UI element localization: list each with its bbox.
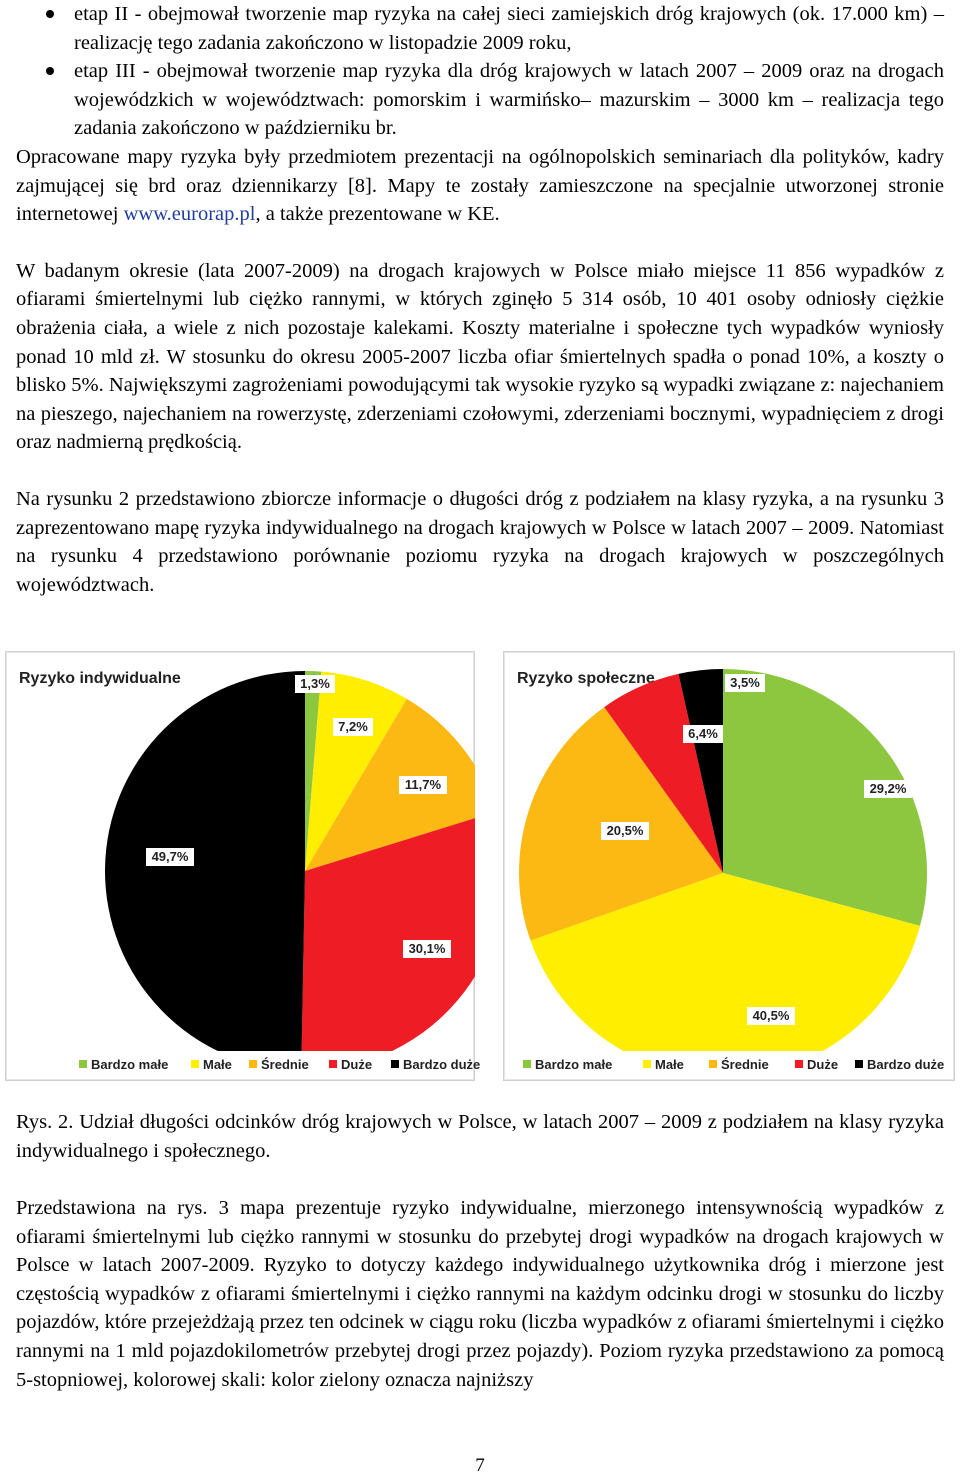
figure-caption: Rys. 2. Udział długości odcinków dróg krajowych w Polsce, w latach 2007 – 2009 z podziałem na klasy ryzyka indywidualnego i społecznego. [16,1111,944,1162]
data-label: 49,7% [151,849,189,864]
legend-item-srednie: Średnie [249,1051,309,1080]
legend-item-bardzo-male: Bardzo małe [523,1051,612,1080]
legend-item-duze: Duże [795,1051,838,1080]
data-label: 6,4% [688,726,718,741]
figure-2 [5,651,955,1081]
data-label: 40,5% [752,1008,790,1023]
paragraph-figures-intro: Na rysunku 2 przedstawiono zbiorcze informacje o długości dróg z podziałem na klasy ryzyka, a na rysunku 3 zaprezentowano mapę ryzyka indywidualnego na drogach krajowych w Polsce w latach 2007 – 2009. Natomiast na rysunku 4 przedstawiono porównanie poziomu ryzyka na drogach krajowych w poszczególnych województwach. [16,487,944,596]
page-body [16,0,944,599]
data-label: 29,2% [869,781,907,796]
legend-swatch-icon [709,1060,717,1068]
legend-swatch-icon [643,1060,651,1068]
bullet-list [16,0,944,143]
legend-swatch-icon [523,1060,531,1068]
legend-swatch-icon [79,1060,87,1068]
list-item-text: etap II - obejmował tworzenie map ryzyka na całej sieci zamiejskich dróg krajowych (ok. 17.000 km) – realizację tego zadania zakończono w listopadzie 2009 roku, [74,3,944,54]
data-label: 1,3% [300,676,330,691]
legend-swatch-icon [249,1060,257,1068]
pie-chart-individual [5,651,475,1051]
list-item-text: etap III - obejmował tworzenie map ryzyka dla dróg krajowych w latach 2007 – 2009 oraz na drogach wojewódzkich w województwach: pomorskim i warmińsko– mazurskim – 3000 km – realizacja tego zadania zakończono w październiku br. [74,60,944,140]
legend-swatch-icon [191,1060,199,1068]
legend-item-male: Małe [643,1051,684,1080]
legend-item-srednie: Średnie [709,1051,769,1080]
chart-title: Ryzyko indywidualne [19,670,181,687]
list-item [16,57,944,143]
chart-title: Ryzyko społeczne [517,670,655,687]
legend-swatch-icon [329,1060,337,1068]
legend-item-bardzo-duze: Bardzo duże [391,1051,480,1080]
data-label: 3,5% [730,675,760,690]
page-number: 7 [475,1455,485,1476]
legend-swatch-icon [855,1060,863,1068]
pie-chart-social [503,651,955,1051]
paragraph-seminars [16,143,944,229]
legend-item-male: Małe [191,1051,232,1080]
chart-legend [5,1051,481,1072]
legend-swatch-icon [391,1060,399,1068]
data-label: 30,1% [408,941,446,956]
chart-legend [503,1051,955,1072]
list-item [16,0,944,57]
data-label: 20,5% [606,823,644,838]
legend-item-bardzo-duze: Bardzo duże [855,1051,944,1080]
legend-item-duze: Duże [329,1051,372,1080]
pie-slice-bardzo-duze [105,671,305,1051]
paragraph-accidents: W badanym okresie (lata 2007-2009) na drogach krajowych w Polsce miało miejsce 11 856 wypadków z ofiarami śmiertelnymi lub ciężko rannymi, w których zginęło 5 314 osób, 10 401 osoby odniosły ciężkie obrażenia ciała, a wiele z nich pozostaje kalekami. Koszty materialne i społeczne tych wypadków wyniosły ponad 10 mld zł. W stosunku do okresu 2005-2007 liczba ofiar śmiertelnych spadła o ponad 10%, a koszty o blisko 5%. Największymi zagrożeniami powodującymi tak wysokie ryzyko są wypadki związane z: najechaniem na pieszego, najechaniem na rowerzystę, zderzeniami czołowymi, zderzeniami bocznymi, wypadnięciem z drogi oraz nadmierną prędkością. [16,259,944,454]
legend-item-bardzo-male: Bardzo małe [79,1051,168,1080]
eurorap-link[interactable]: www.eurorap.pl [123,203,256,226]
bullet-icon [46,67,54,75]
data-label: 7,2% [338,719,368,734]
bullet-icon [46,10,54,18]
paragraph-text: , a także prezentowane w KE. [255,203,500,226]
chart-panel-social-risk [503,651,955,1081]
paragraph-text: Opracowane mapy ryzyka były przedmiotem prezentacji na ogólnopolskich seminariach dla polityków, kadry zajmującej się brd oraz dziennikarzy [8]. Mapy te zostały zamieszczone na specjalnie utworzonej stronie internetowej [16,145,944,226]
data-label: 11,7% [404,777,442,792]
legend-swatch-icon [795,1060,803,1068]
paragraph-map-description: Przedstawiona na rys. 3 mapa prezentuje ryzyko indywidualne, mierzonego intensywnością wypadków z ofiarami śmiertelnymi lub ciężko rannymi w stosunku do przebytej drogi wypadków na drogach krajowych w Polsce w latach 2007-2009. Ryzyko to dotyczy każdego indywidualnego użytkownika dróg i mierzone jest częstością wypadków z ofiarami śmiertelnymi i ciężko rannymi na każdym odcinku drogi w stosunku do liczby pojazdów, które przejeżdżają przez ten odcinek w ciągu roku (liczba wypadków z ofiarami śmiertelnymi i ciężko rannymi na 1 mld pojazdokilometrów przebytej drogi przez pojazdy). Poziom ryzyka przedstawiono za pomocą 5-stopniowej, kolorowej skali: kolor zielony oznacza najniższy [16,1197,944,1391]
chart-panel-individual-risk [5,651,481,1081]
